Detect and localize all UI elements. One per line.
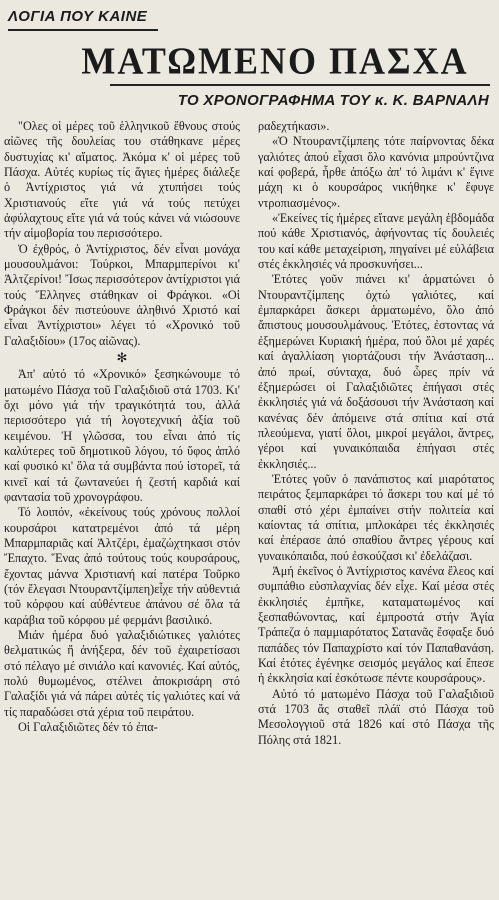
section-label: ΛΟΓΙΑ ΠΟΥ ΚΑΙΝΕ — [8, 8, 148, 25]
paragraph: Ἐτότες γοῦν ὁ πανάπιστος καί μιαρότατος πειράτος ξεμπαρκάρει τό ἄσκερι του καί μέ τό σπαθί στό χέρι ἐμπαίνει στήν πολιτεία καί καίοντας τά σπίτια, μπλοκάρει τές ἐκκλησιές καί ἐπέρασε ἀπό σπαθίου ἄντρες γέρους καί γυναικόπαιδα, πού ἐσκούζασι κι' ἐδελάζασι. — [258, 471, 494, 563]
paragraph: ραδεχτήκασι». — [258, 119, 330, 133]
paragraph: Οἱ Γαλαξιδιῶτες δέν τό ἐπα- — [18, 720, 158, 735]
section-rule — [8, 29, 158, 31]
headline: ΜΑΤΩΜΕΝΟ ΠΑΣΧΑ — [81, 40, 469, 82]
paragraph: «Ἐκείνες τίς ἡμέρες εἴτανε μεγάλη ἑβδομάδα πού κάθε Χριστιανός, ἀφήνοντας τίς δουλειές του καί κάθε μεταχείριση, πηγαίνει μέ εὐλάβεια στές ἐκκλησιές νά προσκυνήσει... — [258, 211, 494, 272]
paragraph: Τό λοιπόν, «ἐκείνους τούς χρόνους πολλοί κουρσάροι κατατρεμένοι ἀπό τά μέρη Μπαρμπαριᾶς καί Ἀλτζέρι, ἐμαζώχτηκασι στόν Ἔπαχτο. Ἕνας ἀπό τούτους τούς κουρσάρους, ἔχοντας μάννα Χριστιανή καί πατέρα Τοῦρκο (τόν ἔλεγασι Ντουραντζίμπεη)εἶχε τήν αὐθεντιά τοῦ κόρφου καί αὐθέντευε ἀπάνου σέ ὅλα τά καράβια τοῦ κόρφου μέ φερμάνι βασιλικό. — [4, 505, 240, 627]
paragraph: «Ὁ Ντουραντζίμπεης τότε παίρνοντας δέκα γαλιότες ἀπού εἶχασι ὅλο κανόνια μπρούντζινα καί φοβερά, ἦρθε ἀπόξω ἀπ' τό λιμάνι κ' ἔγινε μάχη κι ὁ κουρσάρος νικήθηκε κ' ἔφυγε ντροπιασμένος». — [258, 134, 494, 210]
paragraph: Ὁ ἐχθρός, ὁ Ἀντίχριστος, δέν εἶναι μονάχα μουσουλμάνοι: Τούρκοι, Μπαρμπερίνοι κι' Ἀλτζερίνοι! Ἴσως περισσότερον ἀντίχριστοι γιά τούς Ἕλληνες στάθηκαν οἱ Φράγκοι. «Οἱ Φράγκοι δέν πιστεύουνε ἀληθινό Χριστό καί εἶναι Ἀντίχριστοι» λέγει τό «Χρονικό τοῦ Γαλαξιδίου» (17ος αἰῶνας). — [4, 241, 240, 348]
paragraph: Αὐτό τό ματωμένο Πάσχα τοῦ Γαλαξιδιοῦ στά 1703 ἄς σταθεῖ πλάϊ στό Πάσχα τοῦ Μεσολογγιοῦ στά 1826 καί στό Πάσχα τῆς Πόλης στά 1821. — [258, 686, 494, 747]
paragraph: Ἐτότες γοῦν πιάνει κι' ἁρματώνει ὁ Ντουραντζίμπεης ὀχτώ γαλιότες, καί ἐμπαρκάρει ἄσκερι ἁρματωμένο, ὅλο ἀπό ἄπιστους μουσουλμάνους. Ἐτότες, ἐστοντας νά ἐξημερώνει Κυριακή ἡμέρα, πού ὅλοι μέ χαρές καί ἀγαλλίαση γιορτάζουσι τήν Ἀνάσταση... ἀπό πρωί, σύνταχα, δυό ὧρες πρίν νά ἐξημερώσει οἱ Γαλαξιδιῶτες ἐπήγασι στές ἐκκλησιές γιά νά δοξάσουσι τήν Ἀνάσταση καί κανένας δέν ἀπόμεινε στά σπίτια καί στά πλεούμενα, γιατί ὅλοι, μικροί μεγάλοι, ἄντρες, γέροι καί γυναικόπαιδα ἐπήγασι στές ἐκκλησιές... — [258, 272, 494, 471]
asterisk-separator: ✻ — [116, 350, 128, 366]
subheadline: ΤΟ ΧΡΟΝΟΓΡΑΦΗΜΑ ΤΟΥ κ. Κ. ΒΑΡΝΑΛΗ — [177, 92, 489, 109]
paragraph: "Ολες οἱ μέρες τοῦ ἑλληνικοῦ ἔθνους στούς αἰῶνες τῆς δουλείας του στάθηκανε μέρες δυστυχίας κι' αἵματος. Ἀκόμα κ' οἱ μέρες τοῦ Πάσχα. Αὐτές κυρίως τίς ἅγιες ἡμέρες διάλεξε ὁ Ἀντίχριστος γιά νά χτυπήσει τούς Χριστιανούς εἴτε γιά νά τούς πετύχει ἀφύλαχτους εἴτε γιά νά τούς κάνει νά νιώσουνε τήν αἱμοβορία του περισσότερο. — [4, 119, 240, 241]
paragraph: Ἀπ' αὐτό τό «Χρονικό» ξεσηκώνουμε τό ματωμένο Πάσχα τοῦ Γαλαξιδιοῦ στά 1703. Κι' ὄχι μόνο γιά τήν τραγικότητά του, ἀλλά περισσότερο γιά τή λογοτεχνική ἀξία τοῦ κειμένου. Ἡ γλῶσσα, του εἶναι ἀπό τίς καλύτερες τοῦ δημοτικοῦ λόγου, τό ὕφος ἁπλό καί φυσικό κι' ὅλα τά συμβάντα πού ἱστορεῖ, τά κινεῖ καί τά ζωντανεύει ἡ ζεστή καρδιά καί φαντασία τοῦ χρονογράφου. — [4, 367, 240, 504]
article-column-right — [258, 119, 494, 748]
headline-rule — [110, 84, 490, 86]
paragraph: Μιάν ἡμέρα δυό γαλαξιδιώτικες γαλιότες θελματικώς ἤ ἀνήξερα, δέν τοῦ ἐχαιρετίσασι στό πέλαγο μέ σινιάλο καί κανονιές. Καί αὐτός, πολύ θυμωμένος, στέλνει ἀποκρισάρη στό Γαλαξίδι γιά νά πάρει αὐτές τίς γαλιότες καί νά τίς παραδώσει στά χέρια τοῦ πειράτου. — [4, 628, 240, 719]
article-column-left — [4, 119, 240, 735]
paragraph: Ἀμή ἐκεῖνος ὁ Ἀντίχριστος κανένα ἔλεος καί συμπάθιο εὐσπλαχνίας δέν εἶχε. Καί μέσα στές ἐκκλησιές ἐμπῆκε, καταματωμένος καί ξεσπαθώνοντας, καί ἐμπροστά στήν Ἁγία Τράπεζα ὁ παμμιαρότατος Σατανᾶς ἔσφαξε δυό παπάδες τόν Παπαχρίστο καί τόν Παπαθανάση. Καί ἐτότες ἐγένηκε σεισμός μεγάλος καί ἔπεσε ἡ ἐκκλησία καί ἐσκότωσε πέντε κουρσάρους». — [258, 563, 494, 686]
